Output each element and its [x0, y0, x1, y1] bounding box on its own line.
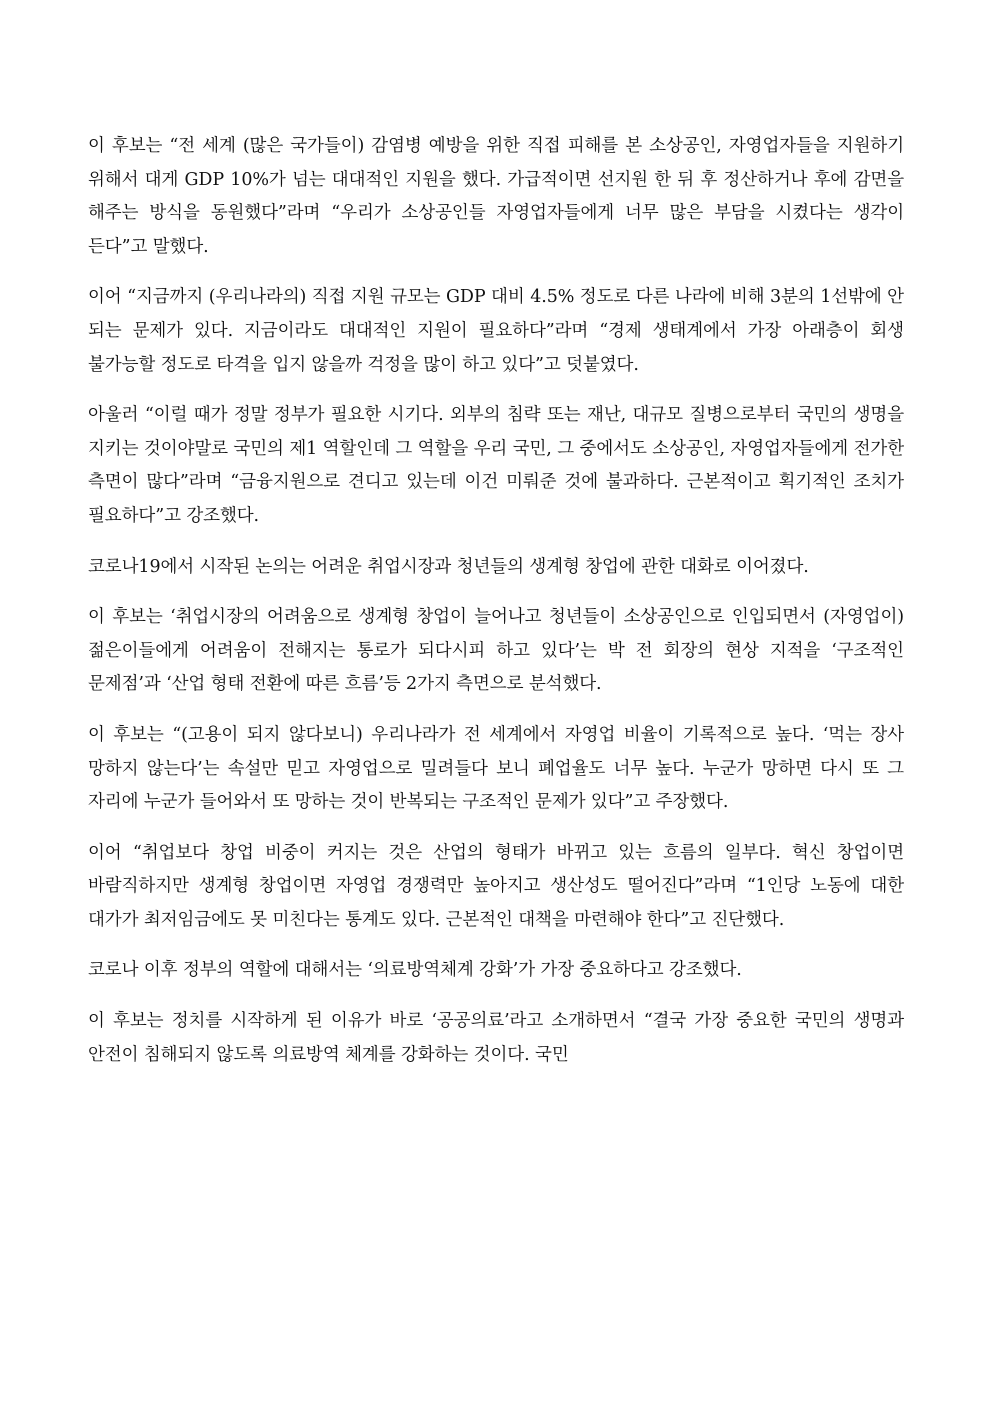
paragraph: 이 후보는 ‘취업시장의 어려움으로 생계형 창업이 늘어나고 청년들이 소상공인으로 인입되면서 (자영업이) 젊은이들에게 어려움이 전해지는 통로가 되다시피 하고 있다’는 박 전 회장의 현상 지적을 ‘구조적인 문제점’과 ‘산업 형태 전환에 따른 흐름’등 2가지 측면으로 분석했다. [88, 607, 904, 695]
paragraph: 아울러 “이럴 때가 정말 정부가 필요한 시기다. 외부의 침략 또는 재난, 대규모 질병으로부터 국민의 생명을 지키는 것이야말로 국민의 제1 역할인데 그 역할을 우리 국민, 그 중에서도 소상공인, 자영업자들에게 전가한 측면이 많다”라며 “금융지원으로 견디고 있는데 이건 미뤄준 것에 불과하다. 근본적이고 획기적인 조치가 필요하다”고 강조했다. [88, 405, 904, 526]
paragraph: 코로나19에서 시작된 논의는 어려운 취업시장과 청년들의 생계형 창업에 관한 대화로 이어졌다. [88, 556, 809, 577]
paragraph: 이 후보는 정치를 시작하게 된 이유가 바로 ‘공공의료’라고 소개하면서 “결국 가장 중요한 국민의 생명과 안전이 침해되지 않도록 의료방역 체계를 강화하는 것이다. 국민 [88, 1011, 904, 1065]
paragraph: 이어 “지금까지 (우리나라의) 직접 지원 규모는 GDP 대비 4.5% 정도로 다른 나라에 비해 3분의 1선밖에 안 되는 문제가 있다. 지금이라도 대대적인 지원이 필요하다”라며 “경제 생태계에서 가장 아래층이 회생 불가능할 정도로 타격을 입지 않을까 걱정을 많이 하고 있다”고 덧붙였다. [88, 287, 904, 375]
paragraph: 이 후보는 “전 세계 (많은 국가들이) 감염병 예방을 위한 직접 피해를 본 소상공인, 자영업자들을 지원하기 위해서 대게 GDP 10%가 넘는 대대적인 지원을 했다. 가급적이면 선지원 한 뒤 후 정산하거나 후에 감면을 해주는 방식을 동원했다”라며 “우리가 소상공인들 자영업자들에게 너무 많은 부담을 시켰다는 생각이 든다”고 말했다. [88, 136, 904, 257]
document-body [88, 130, 904, 1072]
paragraph: 이 후보는 “(고용이 되지 않다보니) 우리나라가 전 세계에서 자영업 비율이 기록적으로 높다. ‘먹는 장사 망하지 않는다’는 속설만 믿고 자영업으로 밀려들다 보니 폐업율도 너무 높다. 누군가 망하면 다시 또 그 자리에 누군가 들어와서 또 망하는 것이 반복되는 구조적인 문제가 있다”고 주장했다. [88, 724, 904, 813]
paragraph: 코로나 이후 정부의 역할에 대해서는 ‘의료방역체계 강화’가 가장 중요하다고 강조했다. [88, 960, 742, 981]
paragraph: 이어 “취업보다 창업 비중이 커지는 것은 산업의 형태가 바뀌고 있는 흐름의 일부다. 혁신 창업이면 바람직하지만 생계형 창업이면 자영업 경쟁력만 높아지고 생산성도 떨어진다”라며 “1인당 노동에 대한 대가가 최저임금에도 못 미친다는 통계도 있다. 근본적인 대책을 마련해야 한다”고 진단했다. [88, 842, 904, 930]
